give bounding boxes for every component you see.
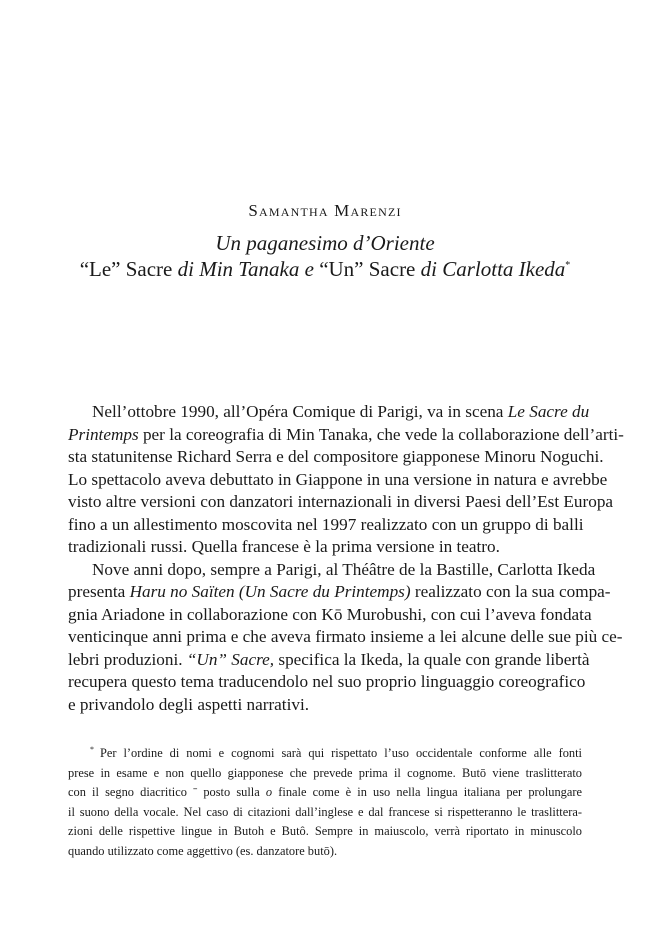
footnote-line (68, 783, 582, 803)
footnote-line: zioni delle rispettive lingue in Butoh e Butô. Sempre in maiuscolo, verrà riportato in minuscolo (68, 824, 582, 838)
body-line (68, 649, 590, 672)
body-text-run: per la coreografia di Min Tanaka, che vede la collaborazione dell’arti- (138, 424, 624, 444)
body-italic-run: “Un” Sacre, (186, 649, 275, 669)
body-line: venticinque anni prima e che aveva firmato insieme a lei alcune delle sue più ce- (68, 627, 623, 646)
title-line-1: Un paganesimo d’Oriente (215, 231, 435, 255)
title-footnote-mark: * (565, 260, 571, 271)
body-text-run: Nell’ottobre 1990, all’Opéra Comique di Parigi, va in scena (92, 402, 508, 421)
body-line: e privandolo degli aspetti narrativi. (68, 694, 310, 714)
body-italic-run: Le Sacre du (507, 402, 590, 421)
body-line: sta statunitense Richard Serra e del compositore giapponese Minoru Noguchi. (68, 447, 604, 466)
body-line: Nove anni dopo, sempre a Parigi, al Théâtre de la Bastille, Carlotta Ikeda (92, 559, 596, 579)
footnote (68, 744, 582, 861)
title-part-4: di Carlotta Ikeda (420, 257, 566, 281)
footnote-line (68, 744, 582, 764)
footnote-text-run: finale come è in uso nella lingua italiana per prolungare (272, 785, 583, 799)
body-line: visto altre versioni con danzatori internazionali in diversi Paesi dell’Est Europa (68, 492, 614, 511)
body-text-run: specifica la Ikeda, la quale con grande libertà (274, 649, 590, 669)
body-text (68, 401, 624, 716)
title-part-1: “Le” Sacre (79, 257, 178, 281)
body-italic-run: Haru no Saïten (Un Sacre du Printemps) (129, 582, 411, 601)
footnote-text-run: con il segno diacritico ˉ posto sulla (68, 785, 266, 799)
body-line: gnia Ariadone in collaborazione con Kō Murobushi, con cui l’aveva fondata (68, 604, 592, 624)
footnote-line: prese in esame e non quello giapponese che prevede prima il cognome. Butō viene traslitterato (68, 765, 582, 780)
title-part-2: di Min Tanaka e (177, 257, 314, 281)
body-text-run: lebri produzioni. (68, 649, 187, 669)
body-line (68, 401, 590, 424)
body-text-run: presenta (68, 582, 130, 601)
body-line (68, 424, 624, 447)
body-line (68, 581, 611, 604)
body-line: tradizionali russi. Quella francese è la prima versione in teatro. (68, 537, 500, 556)
body-text-run: realizzato con la sua compa- (410, 582, 611, 601)
footnote-mark: * (90, 744, 94, 754)
title-part-3: “Un” Sacre (313, 257, 421, 281)
body-italic-run: Printemps (68, 424, 139, 444)
footnote-italic-run: o (265, 785, 273, 799)
footnote-line: quando utilizzato come aggettivo (es. danzatore butō). (68, 843, 338, 858)
body-line: recupera questo tema traducendolo nel suo proprio linguaggio coreografico (68, 672, 586, 691)
body-line: Lo spettacolo aveva debuttato in Giappone in una versione in natura e avrebbe (68, 469, 608, 489)
body-line: fino a un allestimento moscovita nel 1997 realizzato con un gruppo di balli (68, 514, 584, 534)
footnote-line: il suono della vocale. Nel caso di citazioni dall’inglese e dal francese si rispetteranno le traslittera- (68, 804, 582, 819)
footnote-text-run: Per l’ordine di nomi e cognomi sarà qui rispettato l’uso occidentale conforme alle fonti (100, 746, 582, 760)
title-line-2 (0, 256, 650, 282)
author-name: Samantha Marenzi (248, 201, 402, 220)
article-title (0, 230, 650, 282)
